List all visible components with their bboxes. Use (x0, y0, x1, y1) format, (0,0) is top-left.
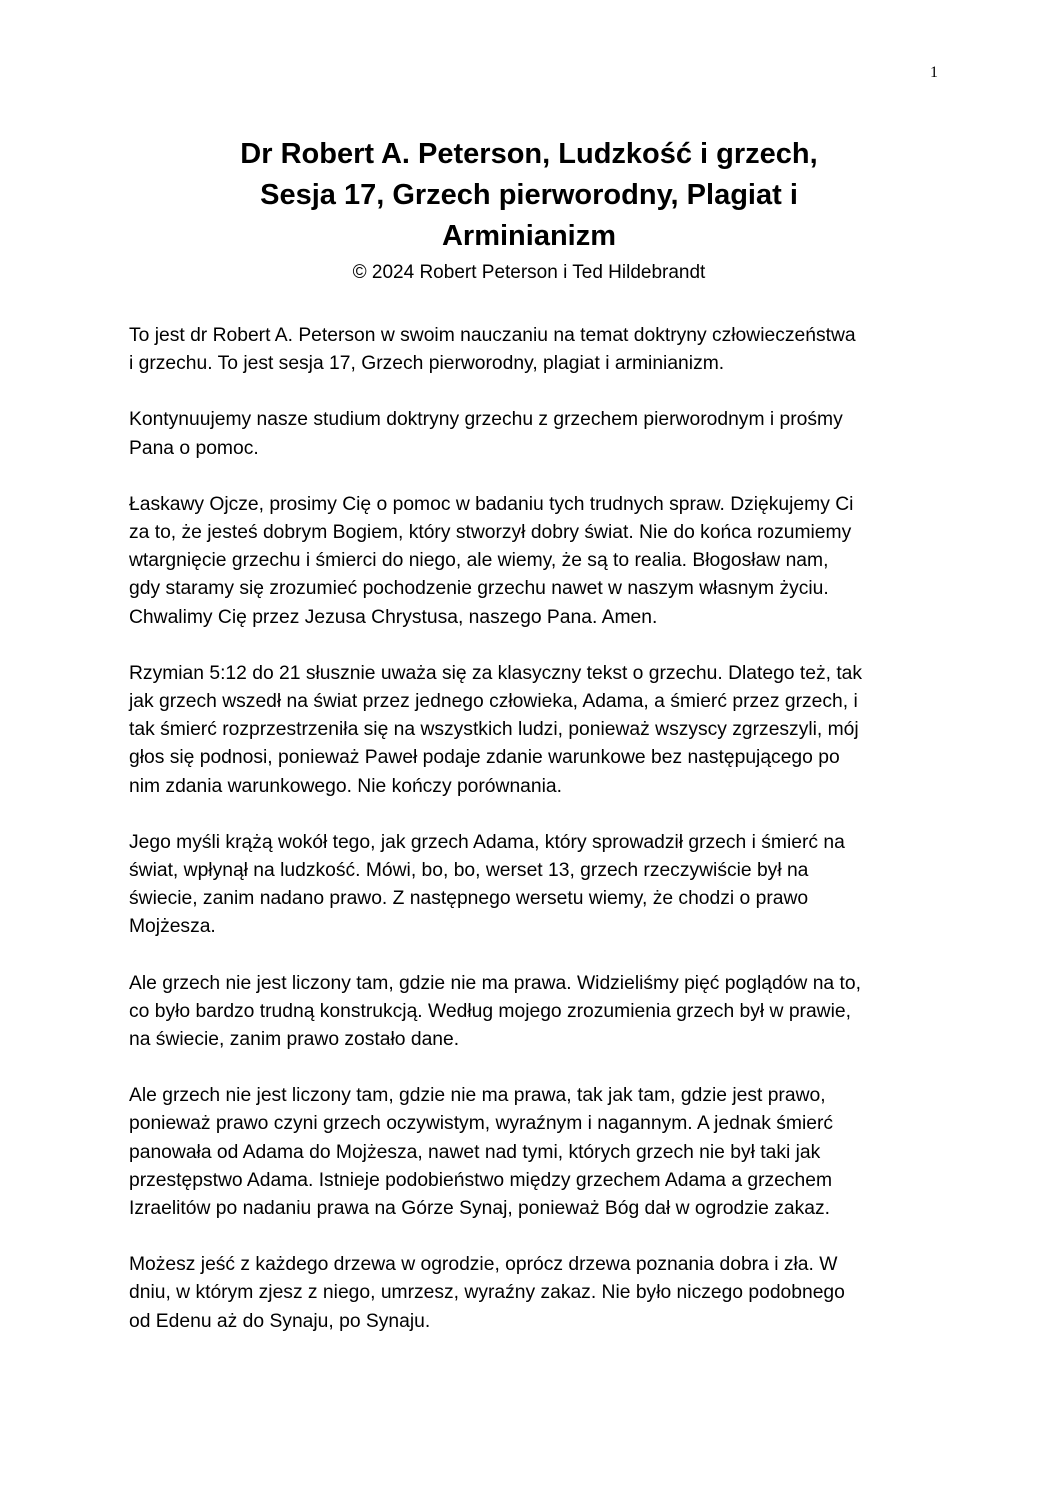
page-number: 1 (930, 64, 938, 81)
title-block (130, 134, 928, 285)
paragraph-continue: Kontynuujemy nasze studium doktryny grzechu z grzechem pierworodnym i prośmy Pana o pomoc. (129, 409, 843, 459)
paragraph-intro: To jest dr Robert A. Peterson w swoim nauczaniu na temat doktryny człowieczeństwa i grzechu. To jest sesja 17, Grzech pierworodny, plagiat i arminianizm. (129, 325, 856, 375)
document-title: Dr Robert A. Peterson, Ludzkość i grzech, Sesja 17, Grzech pierworodny, Plagiat i Arminianizm (240, 138, 818, 252)
document-body (129, 322, 939, 1364)
copyright-line: © 2024 Robert Peterson i Ted Hildebrandt (352, 262, 706, 283)
paragraph-prayer: Łaskawy Ojcze, prosimy Cię o pomoc w badaniu tych trudnych spraw. Dziękujemy Ci za to, że jesteś dobrym Bogiem, który stworzył dobry świat. Nie do końca rozumiemy wtargnięcie grzechu i śmierci do niego, ale wiemy, że są to realia. Błogosław nam, gdy staramy się zrozumieć pochodzenie grzechu nawet w naszym własnym życiu. Chwalimy Cię przez Jezusa Chrystusa, naszego Pana. Amen. (129, 493, 854, 628)
paragraph-garden-command: Możesz jeść z każdego drzewa w ogrodzie, oprócz drzewa poznania dobra i zła. W dniu, w którym zjesz z niego, umrzesz, wyraźny zakaz. Nie było niczego podobnego od Edenu aż do Synaju, po Synaju. (129, 1254, 845, 1332)
paragraph-no-law: Ale grzech nie jest liczony tam, gdzie nie ma prawa. Widzieliśmy pięć poglądów na to, co było bardzo trudną konstrukcją. Według mojego zrozumienia grzech był w prawie, na świecie, zanim prawo zostało dane. (129, 972, 861, 1051)
paragraph-death-reigned: Ale grzech nie jest liczony tam, gdzie nie ma prawa, tak jak tam, gdzie jest prawo, ponieważ prawo czyni grzech oczywistym, wyraźnym i nagannym. A jednak śmierć panowała od Adama do Mojżesza, nawet nad tymi, których grzech nie był taki jak przestępstwo Adama. Istnieje podobieństwo między grzechem Adama a grzechem Izraelitów po nadaniu prawa na Górze Synaj, ponieważ Bóg dał w ogrodzie zakaz. (129, 1085, 834, 1220)
paragraph-romans: Rzymian 5:12 do 21 słusznie uważa się za klasyczny tekst o grzechu. Dlatego też, tak jak grzech wszedł na świat przez jednego człowieka, Adama, a śmierć przez grzech, i tak śmierć rozprzestrzeniła się na wszystkich ludzi, ponieważ wszyscy zgrzeszyli, mój głos się podnosi, ponieważ Paweł podaje zdanie warunkowe bez następującego po nim zdania warunkowego. Nie kończy porównania. (129, 662, 863, 797)
paragraph-adam-sin: Jego myśli krążą wokół tego, jak grzech Adama, który sprowadził grzech i śmierć na świat, wpłynął na ludzkość. Mówi, bo, bo, werset 13, grzech rzeczywiście był na świecie, zanim nadano prawo. Z następnego wersetu wiemy, że chodzi o prawo Mojżesza. (129, 831, 845, 938)
